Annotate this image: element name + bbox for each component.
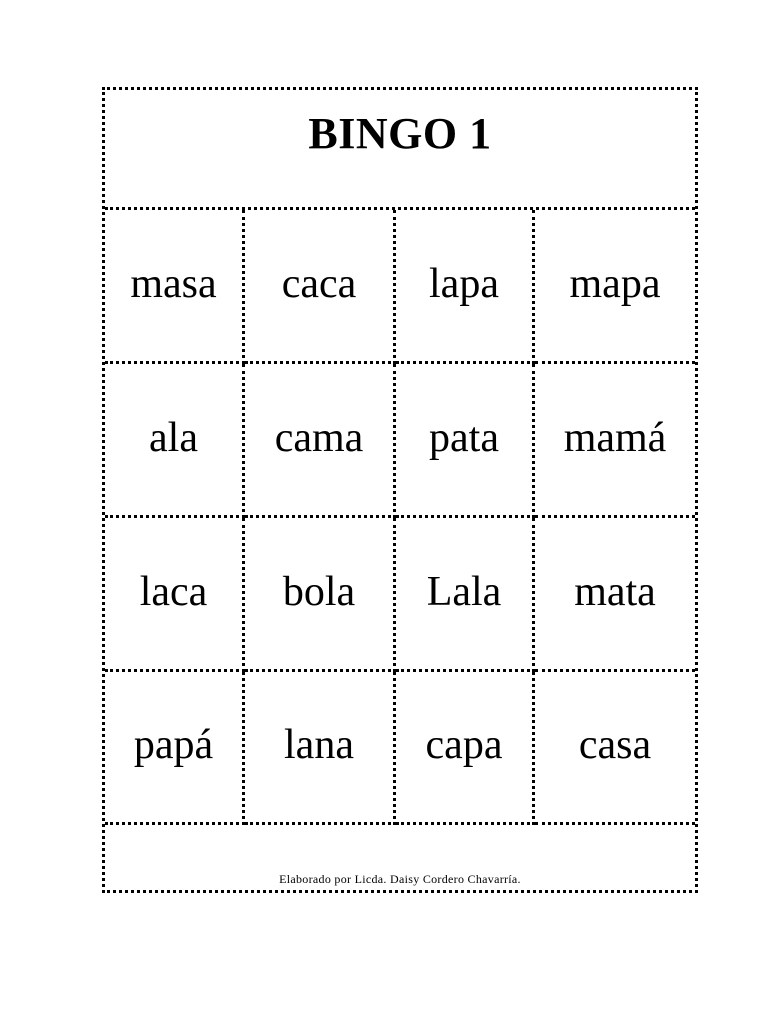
word-cell: laca: [105, 518, 245, 672]
word-cell: papá: [105, 672, 245, 825]
word-cell: Lala: [396, 518, 535, 672]
word-cell: lapa: [396, 210, 535, 364]
word-cell: ala: [105, 364, 245, 518]
word-cell: mamá: [535, 364, 695, 518]
word-cell: pata: [396, 364, 535, 518]
author-credit: Elaborado por Licda. Daisy Cordero Chavarría.: [279, 872, 521, 886]
word-cell: lana: [245, 672, 396, 825]
card-title: BINGO 1: [308, 109, 492, 158]
footer-row: [105, 825, 695, 890]
word-cell: casa: [535, 672, 695, 825]
word-cell: masa: [105, 210, 245, 364]
word-cell: bola: [245, 518, 396, 672]
word-cell: cama: [245, 364, 396, 518]
word-cell: mata: [535, 518, 695, 672]
word-cell: mapa: [535, 210, 695, 364]
bingo-card: [102, 87, 698, 893]
word-grid: [105, 210, 695, 825]
word-cell: capa: [396, 672, 535, 825]
word-cell: caca: [245, 210, 396, 364]
title-row: [105, 90, 695, 210]
